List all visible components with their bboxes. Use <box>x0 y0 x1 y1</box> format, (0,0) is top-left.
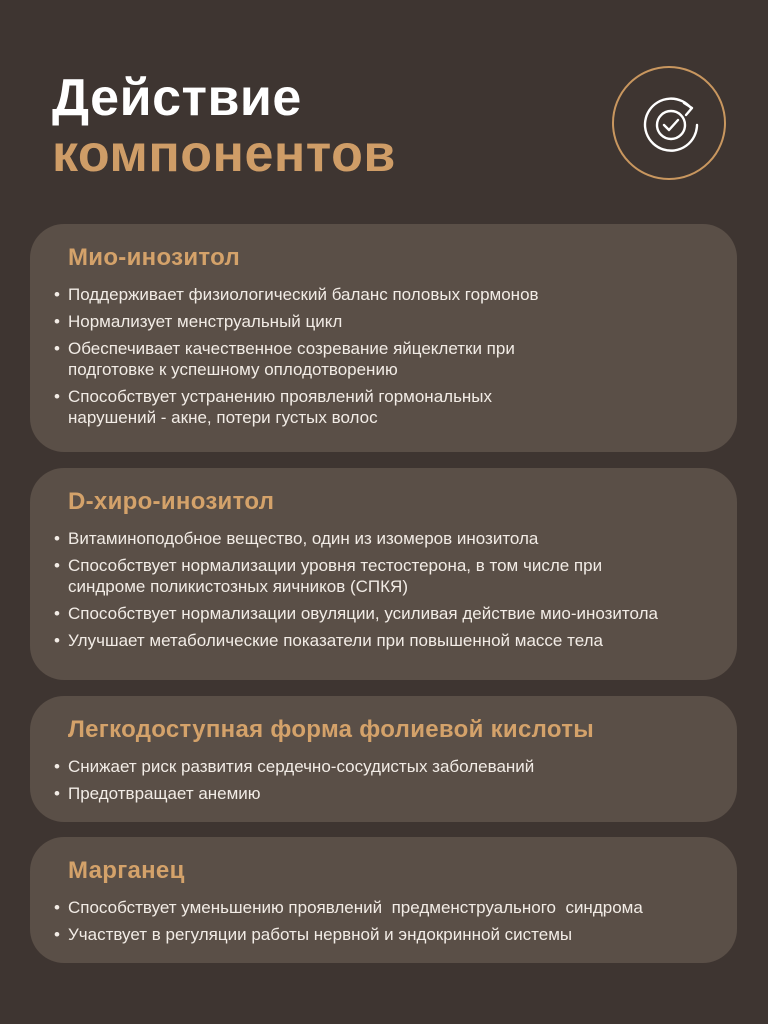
list-item: • Улучшает метаболические показатели при повышенной массе тела <box>54 630 713 651</box>
card-heading: Мио-инозитол <box>68 244 241 271</box>
card-heading: Марганец <box>68 857 185 884</box>
refresh-check-icon <box>636 90 706 160</box>
list-item: • Поддерживает физиологический баланс половых гормонов <box>54 284 713 305</box>
list-item: • Снижает риск развития сердечно-сосудистых заболеваний <box>54 756 713 777</box>
list-item: • Нормализует менструальный цикл <box>54 311 713 332</box>
list-item: • Участвует в регуляции работы нервной и эндокринной системы <box>54 924 713 945</box>
list-item: • Способствует устранению проявлений гормональных нарушений - акне, потери густых волос <box>54 386 574 428</box>
title-line-1: Действие <box>52 69 302 127</box>
list-item: • Способствует уменьшению проявлений предменструального синдрома <box>54 897 713 918</box>
list-item: • Способствует нормализации уровня тестостерона, в том числе при синдроме поликистозных яичников (СПКЯ) <box>54 555 614 597</box>
title-line-2: компонентов <box>52 125 396 183</box>
list-item: • Обеспечивает качественное созревание яйцеклетки при подготовке к успешному оплодотворению <box>54 338 584 380</box>
list-item: • Предотвращает анемию <box>54 783 713 804</box>
card-heading: D-хиро-инозитол <box>68 488 275 515</box>
card-d-chiro-inositol <box>30 468 737 680</box>
badge <box>612 66 726 180</box>
list-item: • Способствует нормализации овуляции, усиливая действие мио-инозитола <box>54 603 713 624</box>
card-manganese <box>30 837 737 963</box>
card-myo-inositol <box>30 224 737 452</box>
list-item: • Витаминоподобное вещество, один из изомеров инозитола <box>54 528 713 549</box>
card-heading: Легкодоступная форма фолиевой кислоты <box>68 716 595 743</box>
card-folic-acid <box>30 696 737 822</box>
